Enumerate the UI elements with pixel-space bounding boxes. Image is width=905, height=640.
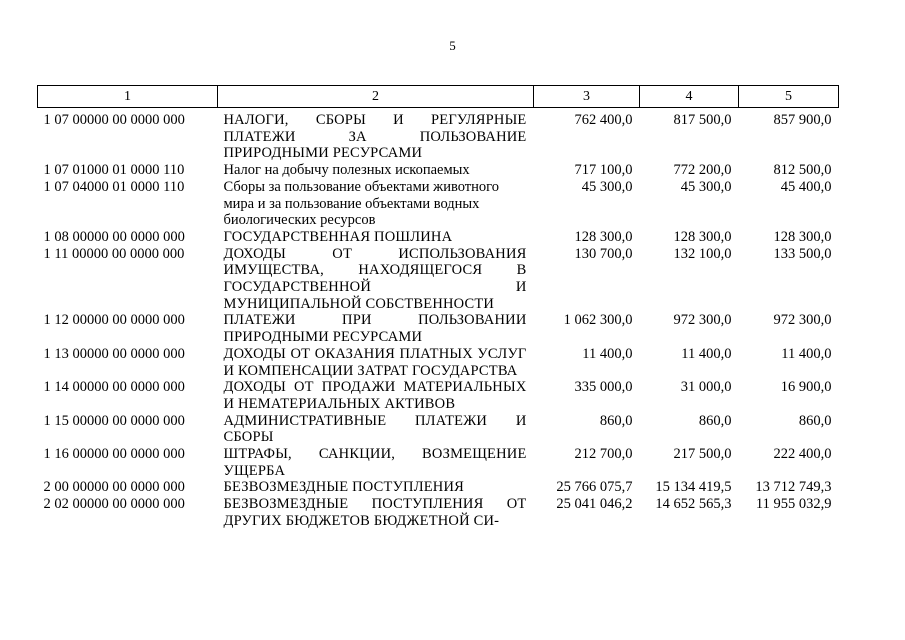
table-row bbox=[38, 413, 839, 446]
year-2-value: 817 500,0 bbox=[673, 112, 732, 128]
code-cell: 1 15 00000 00 0000 000 bbox=[43, 412, 185, 429]
name-cell: ШТРАФЫ, САНКЦИИ, ВОЗМЕЩЕНИЕ УЩЕРБА bbox=[223, 446, 527, 479]
table-row bbox=[38, 496, 839, 529]
table-row bbox=[38, 312, 839, 345]
name-cell: ДОХОДЫ ОТ ПРОДАЖИ МАТЕРИАЛЬНЫХ И НЕМАТЕРИАЛЬНЫХ АКТИВОВ bbox=[223, 379, 527, 412]
year-1-value: 130 700,0 bbox=[574, 245, 633, 262]
year-1-value: 11 400,0 bbox=[582, 345, 633, 362]
year-1-value: 860,0 bbox=[599, 412, 633, 429]
year-2-value: 132 100,0 bbox=[673, 245, 732, 262]
year-1-value: 25 041 046,2 bbox=[556, 496, 633, 513]
name-cell: ГОСУДАРСТВЕННАЯ ПОШЛИНА bbox=[223, 228, 453, 245]
year-1-value: 212 700,0 bbox=[574, 446, 633, 463]
year-1-value: 128 300,0 bbox=[574, 228, 633, 245]
code-cell: 1 07 01000 01 0000 110 bbox=[43, 162, 185, 179]
table-row bbox=[38, 346, 839, 379]
year-3-value: 857 900,0 bbox=[773, 112, 832, 128]
year-3-value: 45 400,0 bbox=[780, 178, 832, 195]
name-cell: БЕЗВОЗМЕЗДНЫЕ ПОСТУПЛЕНИЯ ОТ ДРУГИХ БЮДЖЕТОВ БЮДЖЕТНОЙ СИ- bbox=[223, 496, 527, 529]
table-body bbox=[38, 108, 839, 530]
year-3-value: 11 955 032,9 bbox=[755, 496, 832, 513]
year-1-value: 45 300,0 bbox=[581, 178, 633, 195]
table-row bbox=[38, 108, 839, 163]
table-row bbox=[38, 379, 839, 412]
page-number: 5 bbox=[449, 38, 456, 53]
year-2-value: 15 134 419,5 bbox=[655, 479, 732, 496]
code-cell: 1 07 00000 00 0000 000 bbox=[43, 112, 185, 128]
code-cell: 1 13 00000 00 0000 000 bbox=[43, 345, 185, 362]
year-2-value: 31 000,0 bbox=[680, 379, 732, 396]
name-cell: Налог на добычу полезных ископаемых bbox=[223, 162, 470, 179]
year-3-value: 133 500,0 bbox=[773, 245, 832, 262]
table-row bbox=[38, 229, 839, 246]
header-cell-3: 3 bbox=[534, 86, 640, 108]
table-row bbox=[38, 479, 839, 496]
year-2-value: 972 300,0 bbox=[673, 312, 732, 329]
year-1-value: 1 062 300,0 bbox=[563, 312, 633, 329]
year-3-value: 128 300,0 bbox=[773, 228, 832, 245]
year-2-value: 11 400,0 bbox=[681, 345, 732, 362]
header-cell-1: 1 bbox=[38, 86, 218, 108]
code-cell: 1 12 00000 00 0000 000 bbox=[43, 312, 185, 329]
year-3-value: 222 400,0 bbox=[773, 446, 832, 463]
year-3-value: 13 712 749,3 bbox=[755, 479, 832, 496]
year-2-value: 217 500,0 bbox=[673, 446, 732, 463]
name-cell: ДОХОДЫ ОТ ОКАЗАНИЯ ПЛАТНЫХ УСЛУГ И КОМПЕНСАЦИИ ЗАТРАТ ГОСУДАРСТВА bbox=[223, 345, 527, 379]
name-cell: Сборы за пользование объектами животного мира и за пользование объектами водных биологических ресурсов bbox=[223, 178, 499, 229]
year-1-value: 762 400,0 bbox=[574, 112, 633, 128]
budget-table bbox=[37, 85, 839, 530]
table-row bbox=[38, 162, 839, 179]
header-cell-5: 5 bbox=[739, 86, 839, 108]
code-cell: 1 08 00000 00 0000 000 bbox=[43, 228, 185, 245]
header-cell-4: 4 bbox=[640, 86, 739, 108]
year-3-value: 972 300,0 bbox=[773, 312, 832, 329]
code-cell: 1 14 00000 00 0000 000 bbox=[43, 379, 185, 396]
table-row bbox=[38, 446, 839, 479]
year-2-value: 14 652 565,3 bbox=[655, 496, 732, 513]
header-row bbox=[38, 86, 839, 108]
year-2-value: 860,0 bbox=[698, 412, 732, 429]
table-row bbox=[38, 179, 839, 229]
header-cell-2: 2 bbox=[218, 86, 534, 108]
year-1-value: 717 100,0 bbox=[574, 162, 633, 179]
year-1-value: 25 766 075,7 bbox=[556, 479, 633, 496]
name-cell: ДОХОДЫ ОТ ИСПОЛЬЗОВАНИЯ ИМУЩЕСТВА, НАХОДЯЩЕГОСЯ В ГОСУДАРСТВЕННОЙ И МУНИЦИПАЛЬНОЙ СОБСТВЕННОСТИ bbox=[223, 245, 527, 312]
year-1-value: 335 000,0 bbox=[574, 379, 633, 396]
name-cell: БЕЗВОЗМЕЗДНЫЕ ПОСТУПЛЕНИЯ bbox=[223, 479, 465, 496]
year-2-value: 128 300,0 bbox=[673, 228, 732, 245]
name-cell: НАЛОГИ, СБОРЫ И РЕГУЛЯРНЫЕ ПЛАТЕЖИ ЗА ПОЛЬЗОВАНИЕ ПРИРОДНЫМИ РЕСУРСАМИ bbox=[223, 112, 527, 162]
name-cell: АДМИНИСТРАТИВНЫЕ ПЛАТЕЖИ И СБОРЫ bbox=[223, 412, 527, 446]
code-cell: 2 00 00000 00 0000 000 bbox=[43, 479, 185, 496]
code-cell: 1 16 00000 00 0000 000 bbox=[43, 446, 185, 463]
table-row bbox=[38, 246, 839, 313]
year-3-value: 812 500,0 bbox=[773, 162, 832, 179]
name-cell: ПЛАТЕЖИ ПРИ ПОЛЬЗОВАНИИ ПРИРОДНЫМИ РЕСУРСАМИ bbox=[223, 312, 527, 346]
code-cell: 1 07 04000 01 0000 110 bbox=[43, 178, 185, 195]
year-3-value: 11 400,0 bbox=[781, 345, 832, 362]
code-cell: 2 02 00000 00 0000 000 bbox=[43, 496, 185, 513]
year-3-value: 860,0 bbox=[798, 412, 832, 429]
code-cell: 1 11 00000 00 0000 000 bbox=[43, 245, 185, 262]
year-2-value: 772 200,0 bbox=[673, 162, 732, 179]
year-3-value: 16 900,0 bbox=[780, 379, 832, 396]
year-2-value: 45 300,0 bbox=[680, 178, 732, 195]
